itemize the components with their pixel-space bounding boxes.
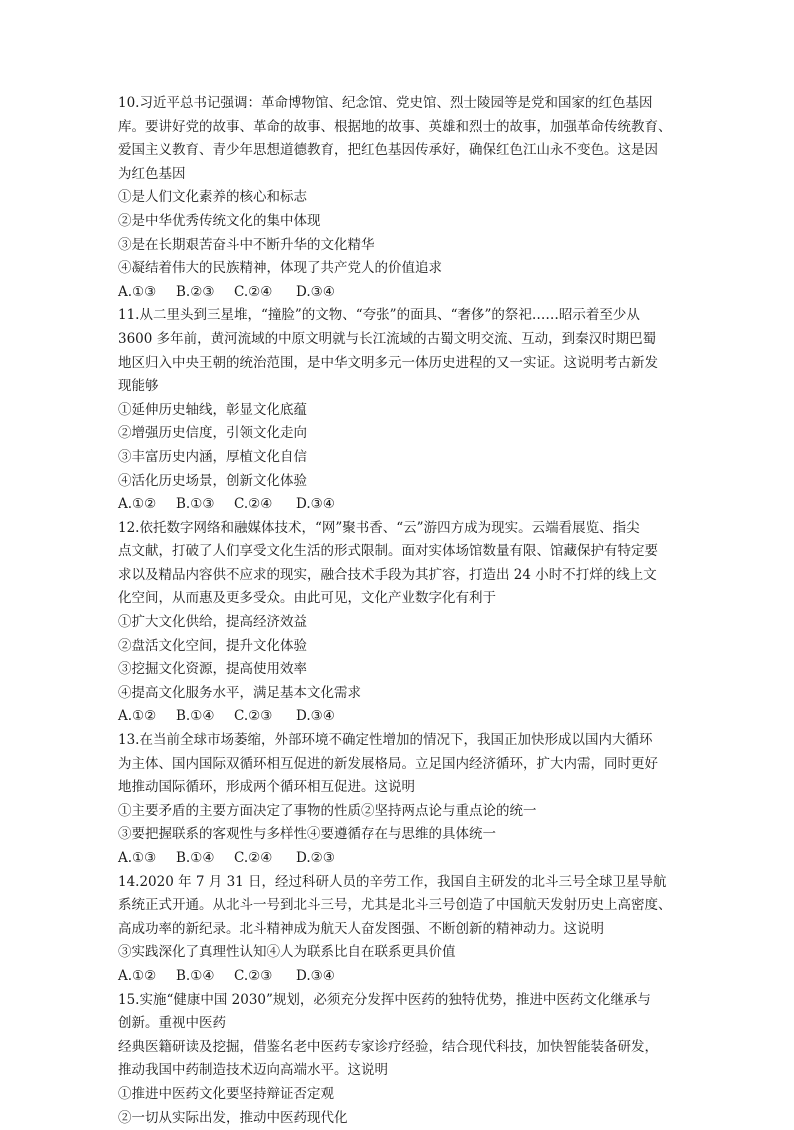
answer-option[interactable]: A.①③ — [118, 283, 157, 300]
statement-item: ③要把握联系的客观性与多样性④要遵循存在与思维的具体统一 — [118, 826, 496, 843]
question-stem-line: 15.实施“健康中国 2030”规划，必须充分发挥中医药的独特优势，推进中医药文化继承与 — [118, 991, 651, 1008]
answer-options — [118, 847, 690, 871]
statement-item: ③实践深化了真理性认知④人为联系比自在联系更具价值 — [118, 944, 456, 961]
statement-item: ③丰富历史内涵，厚植文化自信 — [118, 448, 307, 465]
answer-options — [118, 965, 690, 989]
statement-item: ①扩大文化供给，提高经济效益 — [118, 614, 307, 631]
answer-option[interactable]: B.①④ — [176, 708, 215, 725]
statement-item: ①主要矛盾的主要方面决定了事物的性质②坚持两点论与重点论的统一 — [118, 802, 537, 819]
question-stem-line: 10.习近平总书记强调：革命博物馆、纪念馆、党史馆、烈士陵园等是党和国家的红色基因 — [118, 95, 653, 111]
question-stem-line: 求以及精品内容供不应求的现实，融合技术手段为其扩容，打造出 24 小时不打烊的线上文 — [118, 566, 657, 583]
answer-option[interactable]: C.②③ — [234, 967, 273, 984]
statement-item: ③是在长期艰苦奋斗中不断升华的文化精华 — [118, 236, 375, 253]
question-11 — [118, 304, 690, 516]
answer-option[interactable]: C.②④ — [234, 283, 273, 300]
answer-options — [118, 705, 690, 729]
statement-item: ①是人们文化素养的核心和标志 — [118, 189, 307, 206]
question-stem-line: 3600 多年前，黄河流域的中原文明就与长江流域的古蜀文明交流、互动，到秦汉时期巴蜀 — [118, 330, 657, 347]
statement-item: ④活化历史场景，创新文化体验 — [118, 472, 307, 489]
answer-option[interactable]: D.③④ — [296, 496, 335, 513]
question-14 — [118, 871, 690, 989]
question-13 — [118, 729, 690, 871]
answer-option[interactable]: D.③④ — [296, 708, 335, 725]
answer-option[interactable]: A.①② — [118, 708, 157, 725]
question-12 — [118, 517, 690, 729]
answer-option[interactable]: A.①② — [118, 967, 157, 984]
question-10 — [118, 92, 690, 304]
statement-item: ①推进中医药文化要坚持辩证否定观 — [118, 1085, 334, 1102]
question-stem-line: 库。要讲好党的故事、革命的故事、根据地的故事、英雄和烈士的故事，加强革命传统教育、 — [118, 118, 672, 135]
question-stem-line: 地推动国际循环，形成两个循环相互促进。这说明 — [118, 779, 415, 796]
question-stem-line: 现能够 — [118, 378, 159, 395]
question-stem-line: 14.2020 年 7 月 31 日，经过科研人员的辛劳工作，我国自主研发的北斗三号全球卫星导航 — [118, 873, 667, 890]
answer-options — [118, 281, 690, 305]
question-stem-line: 经典医籍研读及挖掘，借鉴名老中医药专家诊疗经验，结合现代科技，加快智能装备研发， — [118, 1038, 658, 1055]
question-stem-line: 爱国主义教育、青少年思想道德教育，把红色基因传承好，确保红色江山永不变色。这是因 — [118, 142, 658, 159]
statement-item: ②增强历史信度，引领文化走向 — [118, 425, 307, 442]
answer-option[interactable]: C.②③ — [234, 708, 273, 725]
statement-item: ①延伸历史轴线，彰显文化底蕴 — [118, 401, 307, 418]
answer-option[interactable]: A.①② — [118, 496, 157, 513]
statement-item: ④凝结着伟大的民族精神，体现了共产党人的价值追求 — [118, 260, 442, 277]
answer-option[interactable]: D.②③ — [296, 850, 335, 866]
answer-option[interactable]: C.②④ — [234, 850, 273, 866]
statement-item: ②是中华优秀传统文化的集中体现 — [118, 212, 321, 229]
question-stem-line: 13.在当前全球市场萎缩，外部环境不确定性增加的情况下，我国正加快形成以国内大循环 — [118, 732, 653, 749]
question-stem-line: 高成功率的新纪录。北斗精神成为航天人奋发图强、不断创新的精神动力。这说明 — [118, 920, 604, 937]
statement-item: ④提高文化服务水平，满足基本文化需求 — [118, 684, 361, 701]
question-list — [118, 92, 690, 1130]
statement-item: ③挖掘文化资源，提高使用效率 — [118, 661, 307, 678]
statement-item: ②一切从实际出发，推动中医药现代化 — [118, 1109, 348, 1126]
answer-option[interactable]: B.①④ — [176, 850, 215, 866]
answer-option[interactable]: D.③④ — [296, 283, 335, 300]
answer-option[interactable]: C.②④ — [234, 496, 273, 513]
answer-option[interactable]: B.①④ — [176, 967, 215, 984]
answer-option[interactable]: B.①③ — [176, 496, 215, 513]
answer-option[interactable]: B.②③ — [176, 283, 215, 300]
question-stem-line: 点文献，打破了人们享受文化生活的形式限制。面对实体场馆数量有限、馆藏保护有特定要 — [118, 543, 658, 560]
question-stem-line: 为红色基因 — [118, 165, 186, 182]
question-stem-line: 地区归入中央王朝的统治范围，是中华文明多元一体历史进程的又一实证。这说明考古新发 — [118, 354, 658, 371]
question-stem-line: 为主体、国内国际双循环相互促进的新发展格局。立足国内经济循环，扩大内需，同时更好 — [118, 755, 658, 772]
question-stem-line: 推动我国中药制造技术迈向高端水平。这说明 — [118, 1062, 388, 1079]
question-stem-line: 11.从二里头到三星堆，“撞脸”的文物、“夸张”的面具、“奢侈”的祭祀……昭示着至少从 — [118, 307, 640, 324]
question-stem-line: 系统正式开通。从北斗一号到北斗三号，尤其是北斗三号创造了中国航天发射历史上高密度、 — [118, 897, 672, 914]
answer-option[interactable]: D.③④ — [296, 967, 335, 984]
question-stem-line: 创新。重视中医药 — [118, 1015, 226, 1032]
question-stem-line: 化空间，从而惠及更多受众。由此可见，文化产业数字化有利于 — [118, 590, 496, 607]
answer-options — [118, 493, 690, 517]
question-stem-line: 12.依托数字网络和融媒体技术，“网”聚书香、“云”游四方成为现实。云端看展览、指尖 — [118, 519, 640, 536]
answer-option[interactable]: A.①③ — [118, 850, 157, 866]
statement-item: ②盘活文化空间，提升文化体验 — [118, 637, 307, 654]
question-15 — [118, 989, 690, 1130]
